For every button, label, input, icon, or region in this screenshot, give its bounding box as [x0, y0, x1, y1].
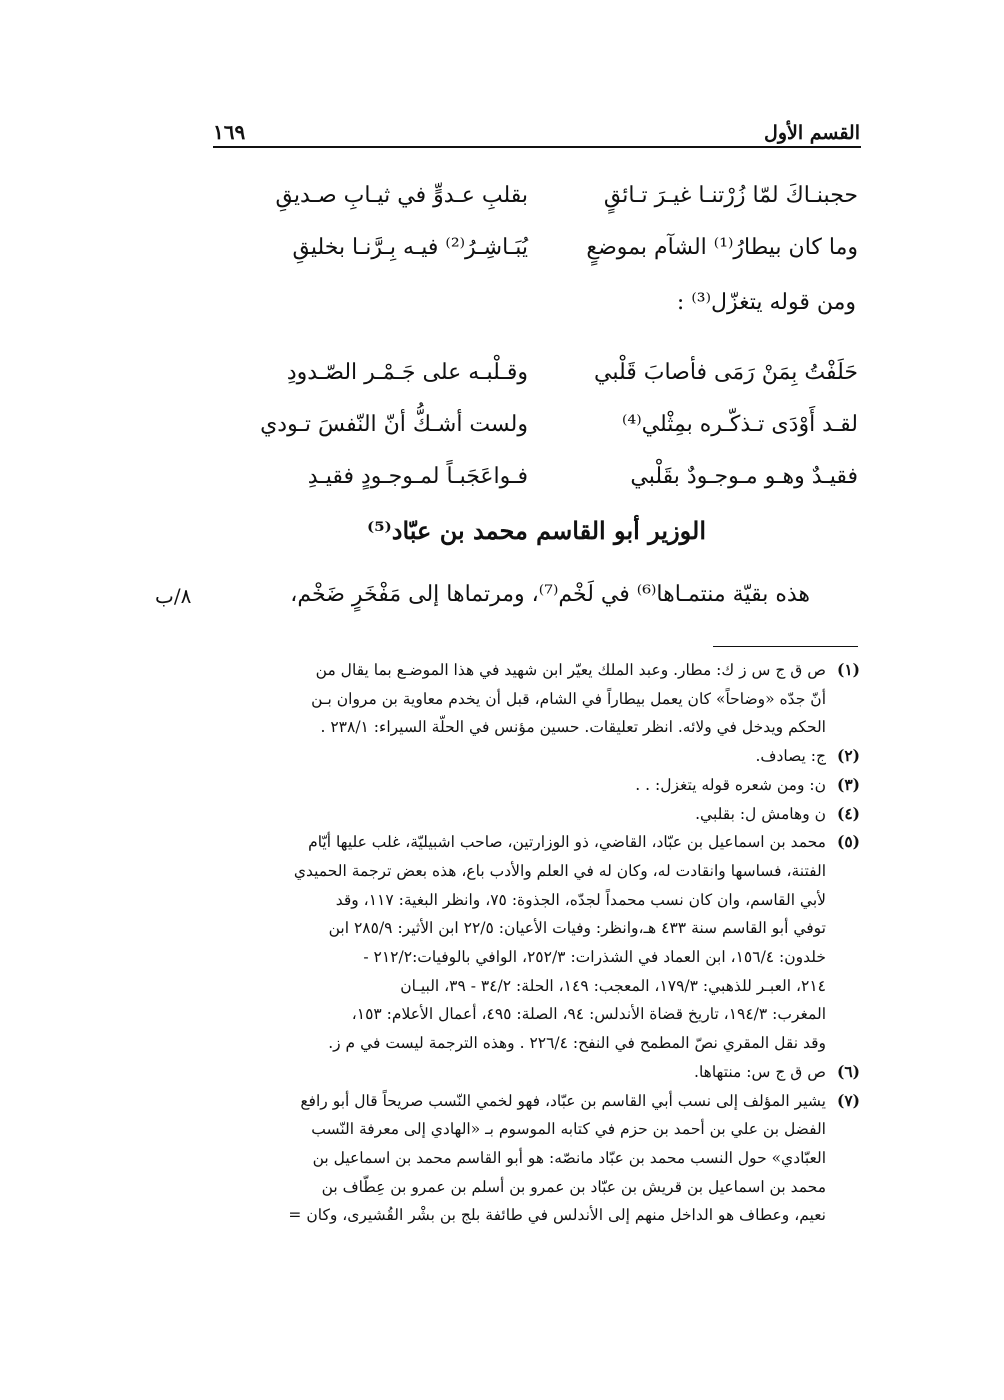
section-title: القسم الأول [764, 122, 860, 144]
verse-line [228, 173, 858, 217]
footnote-6 [205, 1058, 860, 1087]
verse-hemistich-second: وقـلْبـه على جَـمْـر الصّـدودِ [286, 359, 528, 385]
footnote-number: (٢) [836, 746, 860, 766]
verse-hemistich-second: فـواعَجَبـاً لمـوجـودٍ فقيـدِ [307, 463, 528, 489]
footnote-line: محمد بن اسماعيل بن عبّاد، القاضي، ذو الوزارتين، صاحب اشبيليّة، غلب عليها أيّام [308, 833, 826, 852]
footnote-line: الفتنة، فساسها وانقادت له، وكان له في العلم والأدب باع، هذه بعض ترجمة الحميدي [293, 861, 826, 880]
footnote-line: ج: يصادف. [755, 747, 826, 766]
footnote-number: (٥) [836, 832, 860, 852]
footnote-line: توفي أبو القاسم سنة ٤٣٣ هـ،وانظر: وفيات الأعيان: ٢٢/٥ ابن الأثير: ٢٨٥/٩ ابن [328, 919, 826, 938]
footnote-line: نعيم، وعطاف هو الداخل منهم إلى الأندلس في طائفة بلج بن بشْر القُشيرى، وكان = [288, 1206, 826, 1225]
verse-hemistich-first: حجبنـاكَ لمّا زُرْتنـا غيـرَ تـائقٍ [603, 182, 858, 208]
manuscript-folio-ref: ٨/ب [155, 584, 192, 608]
poem-intro: ومن قوله يتغزّل⁽³⁾ : [676, 290, 856, 315]
footnote-3 [205, 771, 860, 800]
page-header [213, 112, 860, 144]
footnote-line: ٢١٤، العبـر للذهبي: ١٧٩/٣، المعجب: ١٤٩، الحلة: ٣٤/٢ - ٣٩، البيـان [400, 976, 826, 995]
footnote-line: ص ق ج س ز ك: مطار. وعبد الملك يعيّر ابن شهيد في هذا الموضـع بما يقال من [315, 661, 826, 679]
footnote-1 [205, 656, 860, 742]
verse-hemistich-second: ولست أشـكُّ أنّ النّفسَ تـودي [260, 411, 528, 437]
footnote-line: العبّادي» حول النسب محمد بن عبّاد مانصّه: هو أبو القاسم محمد بن اسماعيل بن [312, 1148, 826, 1167]
footnote-2 [205, 742, 860, 771]
verse-line [228, 350, 858, 394]
footnote-line: ن وهامش ل: بقلبي. [695, 804, 826, 823]
verse-line [228, 402, 858, 446]
verse-line [228, 225, 858, 269]
verse-line [228, 454, 858, 498]
verse-hemistich-first: فقيـدٌ وهـو مـوجـودٌ بقَلْبي [630, 463, 858, 489]
verse-hemistich-second: يُبَـاشِـرُ⁽²⁾ فيـه بِـرَّنـا بخليقِ [292, 234, 528, 260]
footnote-line: خلدون: ١٥٦/٤، ابن العماد في الشذرات: ٢٥٢/٣، الوافي بالوفيات:٢١٢/٢ - [363, 948, 826, 967]
footnote-rule [713, 646, 858, 647]
verse-hemistich-first: حَلَفْتُ بِمَنْ رَمَى فأصابَ قَلْبي [593, 359, 858, 385]
body-text: هذه بقيّة منتمـاها⁽⁶⁾ في لَخْم⁽⁷⁾، ومرتماها إلى مَفْخَرٍ ضَخْم، [290, 582, 810, 607]
footnote-line: ن: ومن شعره قوله يتغزل: . . [635, 775, 826, 794]
footnote-line: وقد نقل المقري نصّ المطمح في النفح: ٢٢٦/٤ . وهذه الترجمة ليست في م ز. [328, 1034, 826, 1053]
footnote-number: (٧) [836, 1090, 860, 1110]
footnote-line: ص ق ج س: منتهاها. [694, 1062, 826, 1081]
footnote-7 [205, 1087, 860, 1231]
footnote-line: الفضل بن علي بن أحمد بن حزم في كتابه الموسوم بـ «الهادي إلى معرفة النّسب [311, 1120, 826, 1139]
verse-hemistich-first: وما كان بيطارُ⁽¹⁾ الشآم بموضعٍ [586, 234, 858, 260]
footnote-5 [205, 828, 860, 1058]
footnote-line: أنّ جدّه «وضاحاً» كان يعمل بيطاراً في الشام، قبل أن يخدم معاوية بن مروان بـن [311, 689, 826, 708]
page-number: ١٦٩ [213, 120, 246, 144]
footnote-line: محمد بن اسماعيل بن قريش بن عبّاد بن عمرو بن أسلم بن عمرو بن عِطّاف بن [321, 1177, 826, 1196]
header-rule [213, 146, 861, 148]
footnote-number: (٦) [836, 1061, 860, 1081]
footnotes [205, 656, 860, 1230]
footnote-line: لأبي القاسم، وان كان نسب محمداً لجدّه، الجذوة: ٧٥، وانظر البغية: ١١٧، وقد [335, 890, 826, 909]
footnote-number: (٤) [836, 803, 860, 823]
footnote-number: (١) [836, 660, 860, 679]
footnote-line: يشير المؤلف إلى نسب أبي القاسم بن عبّاد، فهو لخمي النّسب صريحاً قال أبو رافع [300, 1091, 826, 1110]
footnote-number: (٣) [836, 774, 860, 794]
verse-hemistich-second: بقلبِ عـدوٍّ في ثيـابِ صـديقِ [275, 182, 528, 208]
body-paragraph [155, 578, 860, 618]
footnote-line: المغرب: ١٩٤/٣، تاريخ قضاة الأندلس: ٩٤، الصلة: ٤٩٥، أعمال الأعلام: ١٥٣، [351, 1005, 826, 1024]
footnote-line: الحكم ويدخل في ولائه. انظر تعليقات. حسين مؤنس في الحلّة السيراء: ٢٣٨/١ . [320, 718, 826, 737]
section-heading: الوزير أبو القاسم محمد بن عبّاد⁽⁵⁾ [366, 516, 707, 545]
footnote-4 [205, 800, 860, 829]
verse-hemistich-first: لقـد أَوْدَى تـذكّـره بمِثْلي⁽⁴⁾ [622, 411, 858, 437]
